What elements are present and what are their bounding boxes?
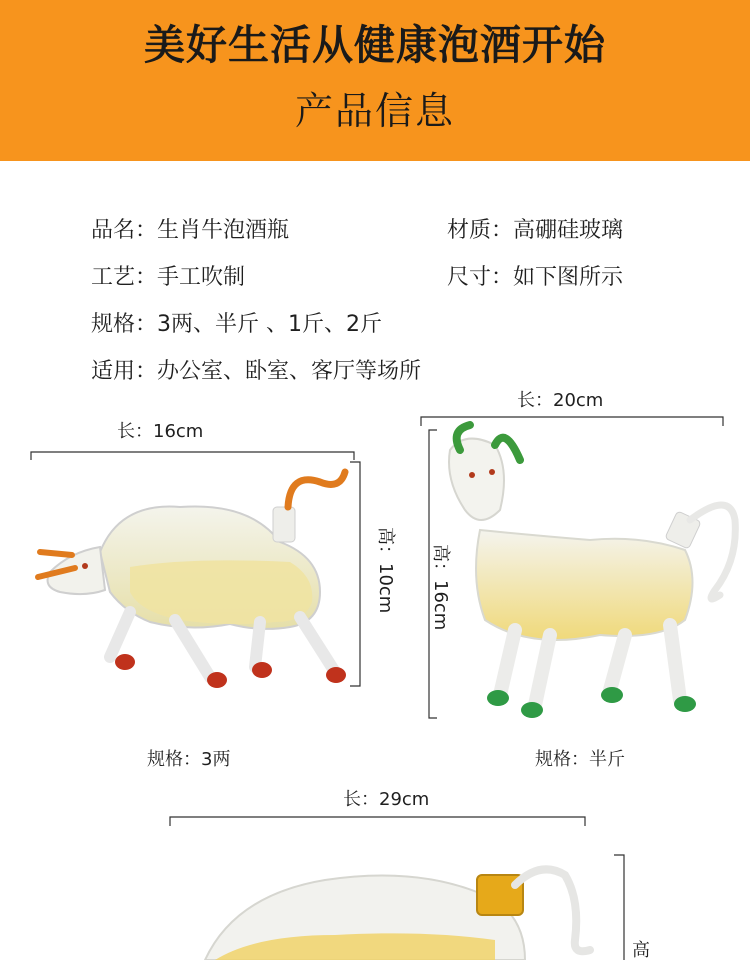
product-1-capacity: 规格：3两 [147,749,231,770]
product-3-length: 长：29cm [343,789,430,810]
banner-subtitle: 产品信息 [294,89,455,133]
spec-name: 品名：生肖牛泡酒瓶 [91,218,290,243]
product-1-length: 长：16cm [117,421,204,442]
product-2-capacity: 规格：半斤 [535,749,625,770]
ox-bottle-image-small [30,462,360,692]
product-3-height: 高 [632,940,650,961]
spec-capacity: 规格：3两、半斤 、1斤、2斤 [91,312,382,337]
spec-size: 尺寸：如下图所示 [447,265,624,290]
spec-usage: 适用：办公室、卧室、客厅等场所 [91,359,422,384]
product-2-height: 高：16cm [430,544,451,631]
banner-title: 美好生活从健康泡酒开始 [144,21,606,69]
product-1-height: 高：10cm [375,527,396,614]
ox-bottle-image-medium [440,420,740,720]
ox-bottle-image-large [195,860,615,960]
spec-craft: 工艺：手工吹制 [91,265,246,290]
product-2-length: 长：20cm [517,390,604,411]
spec-material: 材质：高硼硅玻璃 [447,218,624,243]
